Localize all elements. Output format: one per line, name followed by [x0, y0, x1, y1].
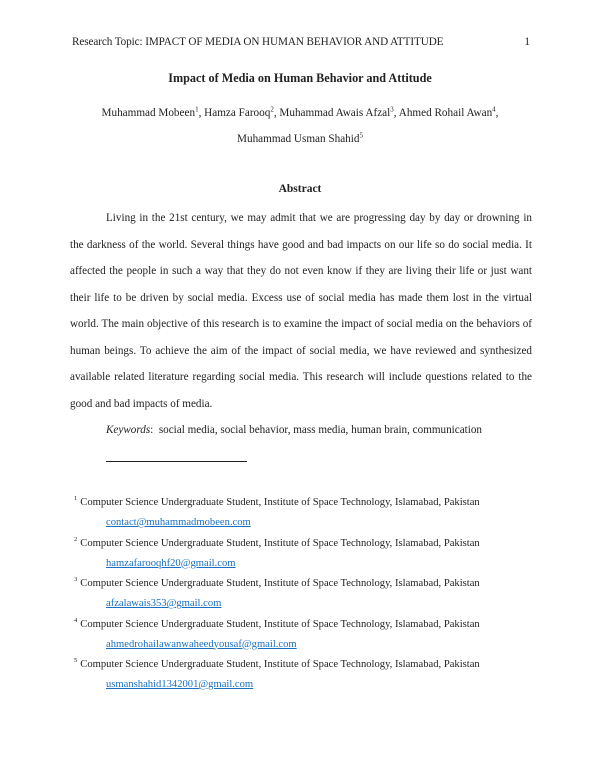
footnote-affiliation: Computer Science Undergraduate Student, Institute of Space Technology, Islamabad, Pakistan	[80, 659, 480, 670]
footnote-mark: 5	[74, 657, 78, 665]
author-mark: 2	[270, 105, 274, 114]
author	[204, 107, 279, 119]
keywords-list: social media, social behavior, mass media, human brain, communication	[158, 424, 482, 436]
abstract-body: Living in the 21st century, we may admit that we are progressing day by day or drowning in the darkness of the world. Several things have good and bad impacts on our life so do social media. It affected the people in such a way that they do not even know if they are living their life or just want their life to be driven by social media. Excess use of social media has made them lost in the virtual world. The main objective of this research is to examine the impact of social media on the behaviors of human beings. To achieve the aim of the impact of social media, we have reviewed and synthesized available related literature regarding social media. This research will include questions related to the good and bad impacts of media.	[70, 212, 532, 410]
footnote-mark: 2	[74, 535, 78, 543]
email-link[interactable]: afzalawais353@gmail.com	[106, 598, 222, 609]
author-mark: 4	[492, 105, 496, 114]
keywords-line	[106, 424, 482, 436]
footnote	[74, 493, 544, 534]
author-name: Ahmed Rohail Awan	[398, 107, 493, 119]
footnote-mark: 3	[74, 576, 78, 584]
author	[279, 107, 398, 119]
author-name: Muhammad Mobeen	[101, 107, 196, 119]
footnote-mark: 4	[74, 616, 78, 624]
footnote	[74, 655, 544, 696]
paper-title: Impact of Media on Human Behavior and Attitude	[168, 71, 432, 85]
author-separator: ,	[198, 107, 205, 119]
footnote	[74, 574, 544, 615]
email-link[interactable]: contact@muhammadmobeen.com	[106, 517, 251, 528]
author	[399, 107, 499, 119]
email-link[interactable]: ahmedrohailawanwaheedyousaf@gmail.com	[106, 638, 297, 650]
keywords-label: Keywords	[106, 424, 151, 436]
author-list	[60, 100, 540, 152]
footnote-affiliation: Computer Science Undergraduate Student, Institute of Space Technology, Islamabad, Pakistan	[80, 497, 480, 508]
author-name: Hamza Farooq	[204, 107, 271, 119]
footnote-affiliation: Computer Science Undergraduate Student, Institute of Space Technology, Islamabad, Pakistan	[80, 578, 480, 589]
author-separator: ,	[393, 107, 399, 119]
author-mark: 1	[195, 105, 199, 114]
footnote-rule	[106, 461, 247, 462]
running-head: Research Topic: IMPACT OF MEDIA ON HUMAN BEHAVIOR AND ATTITUDE	[72, 36, 444, 48]
footnote-affiliation: Computer Science Undergraduate Student, Institute of Space Technology, Islamabad, Pakistan	[80, 537, 480, 549]
author-separator: ,	[273, 107, 280, 119]
abstract-heading: Abstract	[278, 183, 322, 195]
footnote	[74, 615, 544, 656]
page-number: 1	[524, 36, 530, 48]
author-mark: 3	[390, 105, 394, 114]
footnote	[74, 534, 544, 575]
author-mark: 5	[359, 131, 363, 140]
footnote-affiliation: Computer Science Undergraduate Student, Institute of Space Technology, Islamabad, Pakistan	[80, 618, 480, 630]
author	[237, 133, 363, 145]
email-link[interactable]: hamzafarooqhf20@gmail.com	[106, 557, 236, 569]
footnote-mark: 1	[74, 495, 78, 503]
author	[102, 107, 205, 119]
author-name: Muhammad Awais Afzal	[279, 107, 391, 119]
email-link[interactable]: usmanshahid1342001@gmail.com	[106, 679, 254, 690]
footnotes	[74, 493, 544, 696]
author-separator: ,	[495, 107, 499, 119]
author-name: Muhammad Usman Shahid	[237, 133, 360, 145]
keywords-colon: :	[150, 424, 159, 436]
